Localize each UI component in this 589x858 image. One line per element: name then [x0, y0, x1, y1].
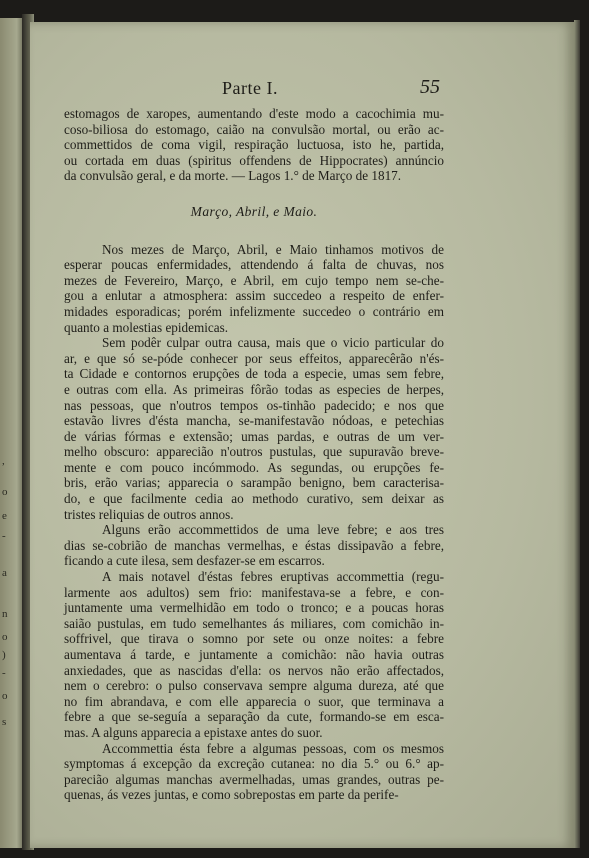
- text-line: saião pustulas, em tudo semelhantes ás miliares, com comichão in-: [64, 615, 444, 631]
- previous-page-text-fragment: e: [2, 510, 7, 522]
- page-header: [0, 58, 589, 98]
- text-line: Accommettia ésta febre a algumas pessoas, com os mesmos: [102, 740, 444, 756]
- previous-page-text-fragment: ): [2, 649, 6, 661]
- text-line: nas pessoas, que n'outros tempos os-tinhão padecido; e nos que: [64, 397, 444, 413]
- text-line: larmente aos adultos) sem frio: manifestava-se a febre, e con-: [64, 584, 444, 600]
- paragraphs-container: [64, 242, 444, 803]
- previous-page-text-fragment: -: [2, 667, 6, 679]
- text-line: bris, erão varias; apparecia o sarampão benigno, bem caracterisa-: [64, 475, 444, 491]
- previous-page-text-fragment: s: [2, 716, 7, 728]
- text-line: nem o cerebro: o pulso conservava sempre alguma dureza, até que: [64, 678, 444, 694]
- running-title: Parte I.: [222, 78, 278, 98]
- previous-page-text-fragment: n: [2, 608, 8, 620]
- body-text: [64, 106, 444, 803]
- text-line: ficando a cute ilesa, sem desfazer-se em escarros.: [64, 553, 325, 569]
- text-line: commettidos de coma vigil, respiração luctuosa, isto he, partida,: [64, 137, 444, 153]
- text-line: midades esporadicas; porém infelizmente succedeo o contrário em: [64, 303, 444, 319]
- text-line: Nos mezes de Março, Abril, e Maio tinhamos motivos de: [102, 241, 444, 257]
- text-line: mezes de Fevereiro, Março, e Abril, em cujo tempo nem se-che-: [64, 272, 444, 288]
- text-line: febre a que se-seguía a separação da cute, formando-se em esca-: [64, 709, 444, 725]
- section-heading: Março, Abril, e Maio.: [190, 203, 318, 219]
- page-edge-shadow: [574, 20, 580, 848]
- text-line: da convulsão geral, e da morte. — Lagos 1.° de Março de 1817.: [64, 168, 402, 184]
- paragraph: [64, 522, 444, 569]
- text-line: ar, e que só se-póde conhecer por seus effeitos, apparecêrão n'és-: [64, 350, 444, 366]
- text-line: gou a enlutar a atmosphera: assim succedeo a respeito de enfer-: [64, 288, 444, 304]
- text-line: quanto a molestias epidemicas.: [64, 319, 229, 335]
- previous-page-text-fragment: a: [2, 567, 7, 579]
- paragraph: [64, 242, 444, 336]
- text-line: do, e que facilmente cedia ao methodo curativo, sem deixar as: [64, 491, 444, 507]
- text-line: no fim abrandava, e com elle apparecia o suor, que terminava a: [64, 693, 444, 709]
- text-line: dias se-cobrião de manchas vermelhas, e éstas dissipavão a febre,: [64, 537, 444, 553]
- text-line: Sem podêr culpar outra causa, mais que o vicio particular do: [102, 335, 444, 351]
- text-line: tristes reliquias de outros annos.: [64, 506, 234, 522]
- text-line: Alguns erão accommettidos de uma leve febre; e aos tres: [102, 522, 444, 538]
- text-line: mas. A alguns apparecia a epistaxe antes do suor.: [64, 724, 323, 740]
- previous-page-edge: [0, 18, 24, 848]
- text-line: esperar poucas enfermidades, attendendo á falta de chuvas, nos: [64, 257, 444, 273]
- text-line: ou cortada em duas (spiritus offendens de Hippocrates) annúncio: [64, 152, 444, 168]
- previous-page-text-fragment: o: [2, 486, 8, 498]
- text-line: melho obscuro: apparecião n'outros pustulas, que supuravão breve-: [64, 444, 444, 460]
- text-line: parecião algumas manchas avermelhadas, umas grandes, outras pe-: [64, 771, 444, 787]
- page-number: 55: [420, 76, 440, 98]
- text-line: coso-biliosa do estomago, caião na convulsão mortal, ou erão ac-: [64, 121, 444, 137]
- paragraph: [64, 106, 444, 184]
- text-line: anxiedades, que as nascidas d'ella: os nervos não erão affectados,: [64, 662, 444, 678]
- text-line: juntamente uma vermelhidão em todo o tronco; e a poucas horas: [64, 600, 444, 616]
- text-line: e outras com ella. As primeiras fôrão todas as especies de herpes,: [64, 381, 444, 397]
- previous-page-text-fragment: ,: [2, 455, 5, 467]
- text-line: mente e com pouco incómmodo. As segundas, ou erupções fe-: [64, 459, 444, 475]
- text-line: de várias fórmas e extensão; umas pardas, e outras de um ver-: [64, 428, 444, 444]
- text-line: aumentava á tarde, e juntamente a comichão: não havia outras: [64, 647, 444, 662]
- previous-page-text-fragment: o: [2, 690, 8, 702]
- paragraph: [64, 741, 444, 803]
- text-line: estomagos de xaropes, aumentando d'este modo a cacochimia mu-: [64, 106, 444, 121]
- previous-page-text-fragment: o: [2, 631, 8, 643]
- text-line: estavão livres d'ésta mancha, se-manifestavão nódoas, e petechias: [64, 413, 444, 429]
- text-line: soffrivel, que tirava o somno por sete ou onze noites: a febre: [64, 631, 444, 647]
- previous-page-text-fragment: -: [2, 530, 6, 542]
- text-line: ta Cidade e contornos erupções de toda a especie, umas sem febre,: [64, 366, 444, 382]
- text-line: quenas, ás vezes juntas, e como sobrepostas em parte da perife-: [64, 787, 399, 803]
- text-line: symptomas á excepção da excreção cutanea: no dia 5.° ou 6.° ap-: [64, 756, 444, 772]
- paragraph: [64, 335, 444, 522]
- paragraph: [64, 569, 444, 741]
- paragraph: [64, 106, 444, 184]
- text-line: A mais notavel d'éstas febres eruptivas accommettia (regu-: [102, 569, 444, 585]
